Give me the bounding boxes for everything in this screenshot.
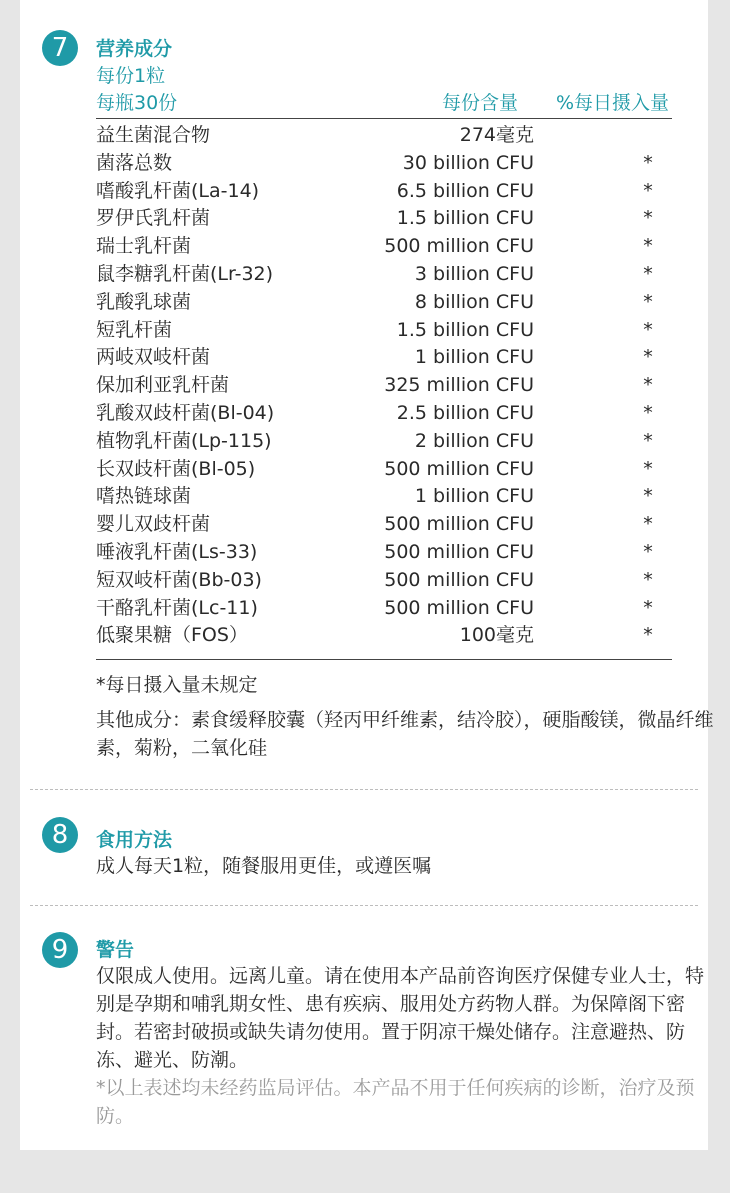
ingredient-name: 瑞士乳杆菌	[96, 235, 192, 258]
ingredient-amount: 500 million CFU	[384, 568, 534, 591]
usage-text: 成人每天1粒，随餐服用更佳，或遵医嘱	[96, 855, 432, 877]
ingredient-amount: 1.5 billion CFU	[396, 207, 534, 230]
daily-value-mark: *	[643, 318, 653, 341]
ingredient-amount: 500 million CFU	[384, 235, 534, 258]
table-row	[96, 178, 672, 206]
ingredient-name: 鼠李糖乳杆菌(Lr-32)	[96, 262, 274, 285]
ingredient-name: 益生菌混合物	[96, 124, 211, 146]
daily-value-mark: *	[643, 262, 653, 285]
table-row	[96, 567, 672, 595]
table-top-rule	[96, 118, 672, 119]
ingredient-name: 两岐双岐杆菌	[96, 346, 211, 369]
section-title: 营养成分	[96, 38, 173, 60]
disclaimer-text: *以上表述均未经药监局评估。本产品不用于任何疾病的诊断，治疗及预防。	[96, 1077, 695, 1127]
table-row	[96, 428, 672, 456]
servings-per-container: 每瓶30份	[96, 92, 178, 114]
ingredient-amount: 30 billion CFU	[402, 151, 534, 174]
ingredient-amount: 325 million CFU	[384, 374, 534, 397]
table-row	[96, 344, 672, 372]
table-bottom-rule	[96, 659, 672, 660]
ingredient-amount: 500 million CFU	[384, 596, 534, 619]
ingredient-name: 嗜酸乳杆菌(La-14)	[96, 179, 260, 202]
section-divider	[30, 905, 698, 906]
daily-value-mark: *	[643, 624, 653, 647]
daily-value-mark: *	[643, 401, 653, 424]
table-row	[96, 622, 672, 650]
column-header-daily-value: %每日摄入量	[556, 92, 670, 114]
column-header-amount: 每份含量	[442, 92, 519, 114]
ingredient-name: 菌落总数	[96, 151, 173, 174]
daily-value-footnote: *每日摄入量未规定	[96, 674, 258, 696]
ingredient-name: 保加利亚乳杆菌	[96, 374, 230, 397]
daily-value-mark: *	[643, 374, 653, 397]
section-divider	[30, 789, 698, 790]
daily-value-mark: *	[643, 151, 653, 174]
table-row	[96, 233, 672, 261]
daily-value-mark: *	[643, 179, 653, 202]
table-row	[96, 400, 672, 428]
daily-value-mark: *	[643, 485, 653, 508]
table-row	[96, 261, 672, 289]
ingredient-name: 短乳杆菌	[96, 318, 173, 341]
table-row	[96, 289, 672, 317]
table-row	[96, 595, 672, 623]
ingredient-amount: 274毫克	[459, 124, 534, 146]
section-number-badge: 9	[42, 932, 78, 968]
ingredient-amount: 100毫克	[459, 624, 534, 647]
table-row	[96, 317, 672, 345]
ingredient-name: 唾液乳杆菌(Ls-33)	[96, 540, 258, 563]
daily-value-mark: *	[643, 513, 653, 536]
daily-value-mark: *	[643, 207, 653, 230]
daily-value-mark: *	[643, 346, 653, 369]
daily-value-mark: *	[643, 457, 653, 480]
ingredient-amount: 6.5 billion CFU	[396, 179, 534, 202]
ingredient-amount: 500 million CFU	[384, 457, 534, 480]
ingredient-name: 短双岐杆菌(Bb-03)	[96, 568, 262, 591]
ingredient-name: 干酪乳杆菌(Lc-11)	[96, 596, 258, 619]
table-row	[96, 511, 672, 539]
table-row	[96, 456, 672, 484]
daily-value-mark: *	[643, 429, 653, 452]
table-row	[96, 150, 672, 178]
ingredient-name: 长双歧杆菌(Bl-05)	[96, 457, 256, 480]
ingredient-amount: 8 billion CFU	[414, 290, 534, 313]
table-row	[96, 539, 672, 567]
ingredient-amount: 1.5 billion CFU	[396, 318, 534, 341]
ingredient-amount: 1 billion CFU	[414, 346, 534, 369]
serving-size: 每份1粒	[96, 65, 166, 87]
section-title: 食用方法	[96, 829, 173, 851]
daily-value-mark: *	[643, 596, 653, 619]
other-ingredients: 其他成分：素食缓释胶囊（羟丙甲纤维素，结冷胶），硬脂酸镁，微晶纤维素，菊粉，二氧化硅	[96, 709, 714, 759]
product-info-card	[20, 0, 714, 1150]
ingredient-amount: 3 billion CFU	[414, 262, 534, 285]
ingredient-name: 嗜热链球菌	[96, 485, 192, 508]
section-number-badge: 8	[42, 817, 78, 853]
table-row	[96, 483, 672, 511]
daily-value-mark: *	[643, 235, 653, 258]
daily-value-mark: *	[643, 568, 653, 591]
warning-text: 仅限成人使用。远离儿童。请在使用本产品前咨询医疗保健专业人士，特别是孕期和哺乳期女性、患有疾病、服用处方药物人群。为保障阁下密封。若密封破损或缺失请勿使用。置于阴凉干燥处储存。注意避热、防冻、避光、防潮。	[96, 965, 705, 1071]
ingredient-amount: 500 million CFU	[384, 513, 534, 536]
daily-value-mark: *	[643, 290, 653, 313]
ingredient-name: 乳酸双歧杆菌(Bl-04)	[96, 401, 275, 424]
table-row	[96, 122, 672, 150]
ingredient-amount: 2 billion CFU	[414, 429, 534, 452]
table-row	[96, 372, 672, 400]
ingredient-name: 罗伊氏乳杆菌	[96, 207, 211, 230]
ingredient-amount: 500 million CFU	[384, 540, 534, 563]
table-row	[96, 205, 672, 233]
ingredient-name: 婴儿双歧杆菌	[96, 513, 211, 536]
daily-value-mark: *	[643, 540, 653, 563]
nutrition-table	[96, 122, 672, 650]
ingredient-name: 植物乳杆菌(Lp-115)	[96, 429, 272, 452]
ingredient-name: 低聚果糖（FOS）	[96, 624, 248, 647]
section-number-badge: 7	[42, 30, 78, 66]
section-title: 警告	[96, 939, 135, 961]
ingredient-amount: 2.5 billion CFU	[396, 401, 534, 424]
ingredient-name: 乳酸乳球菌	[96, 290, 192, 313]
ingredient-amount: 1 billion CFU	[414, 485, 534, 508]
